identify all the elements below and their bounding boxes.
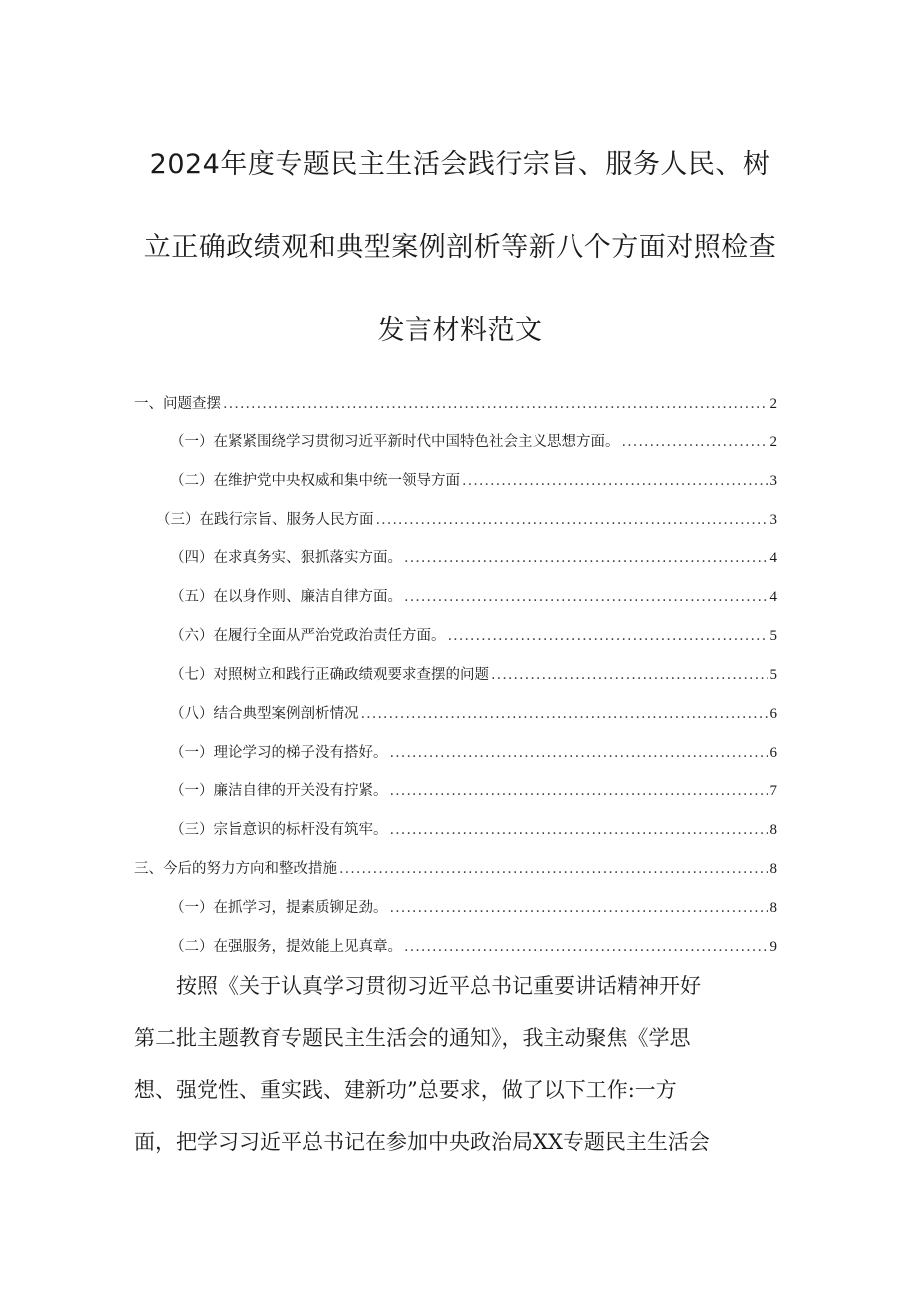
toc-item[interactable] (170, 935, 777, 956)
toc-item-label: （一）理论学习的梯子没有搭好。 (170, 745, 388, 761)
toc-item-page: 6 (769, 745, 777, 761)
toc-item-label: （二）在维护党中央权威和集中统一领导方面 (170, 473, 460, 489)
toc-item[interactable] (170, 430, 777, 451)
toc-item-label: （三）宗旨意识的标杆没有筑牢。 (170, 822, 388, 838)
document-title-line-1: 2024年度专题民主生活会践行宗旨、服务人民、树 (149, 149, 771, 180)
body-line: 面，把学习习近平总书记在参加中央政治局XX专题民主生活会 (134, 1130, 710, 1154)
toc-leader-dots (448, 628, 768, 644)
body-line: 按照《关于认真学习贯彻习近平总书记重要讲话精神开好 (176, 974, 701, 998)
toc-item-page: 8 (769, 900, 777, 916)
toc-item-page: 6 (769, 706, 777, 722)
toc-leader-dots (491, 667, 768, 683)
toc-leader-dots (339, 861, 768, 877)
toc-leader-dots (404, 939, 768, 955)
toc-item[interactable] (170, 818, 777, 839)
toc-item-label: （八）结合典型案例剖析情况 (170, 706, 359, 722)
toc-leader-dots (390, 822, 768, 838)
toc-item-page: 2 (769, 396, 777, 412)
toc-leader-dots (622, 434, 768, 450)
toc-item-page: 7 (769, 783, 777, 799)
toc-item-page: 5 (769, 667, 777, 683)
toc-item-label: （三）在践行宗旨、服务人民方面 (156, 512, 374, 528)
toc-item-label: （一）在紧紧围绕学习贯彻习近平新时代中国特色社会主义思想方面。 (170, 434, 620, 450)
toc-item-label: （二）在强服务，提效能上见真章。 (170, 939, 402, 955)
body-line: 想、强党性、重实践、建新功”总要求，做了以下工作:一方 (134, 1078, 677, 1102)
toc-leader-dots (390, 900, 768, 916)
toc-item-page: 4 (769, 550, 777, 566)
toc-item-label: （一）在抓学习，提素质铆足劲。 (170, 900, 388, 916)
toc-item[interactable] (170, 779, 777, 800)
toc-item[interactable] (170, 896, 777, 917)
document-title-line-2: 立正确政绩观和典型案例剖析等新八个方面对照检查 (143, 232, 777, 263)
toc-item[interactable] (170, 663, 777, 684)
toc-item[interactable] (170, 546, 777, 567)
toc-item[interactable] (170, 741, 777, 762)
toc-item[interactable] (170, 624, 777, 645)
toc-item-page: 8 (769, 822, 777, 838)
toc-item-label: （七）对照树立和践行正确政绩观要求查摆的问题 (170, 667, 489, 683)
toc-item[interactable] (170, 585, 777, 606)
toc-item[interactable] (134, 392, 777, 413)
toc-leader-dots (390, 745, 768, 761)
toc-item-label: 三、今后的努力方向和整改措施 (134, 861, 337, 877)
toc-leader-dots (223, 396, 768, 412)
document-title-line-3: 发言材料范文 (377, 315, 543, 346)
toc-leader-dots (462, 473, 768, 489)
toc-item[interactable] (134, 857, 777, 878)
body-line: 第二批主题教育专题民主生活会的通知》，我主动聚焦《学思 (134, 1026, 691, 1050)
toc-item-label: （六）在履行全面从严治党政治责任方面。 (170, 628, 446, 644)
toc-leader-dots (404, 550, 768, 566)
toc-item-page: 4 (769, 589, 777, 605)
toc-leader-dots (390, 783, 768, 799)
toc-item-page: 5 (769, 628, 777, 644)
toc-item-label: （一）廉洁自律的开关没有拧紧。 (170, 783, 388, 799)
toc-item[interactable] (170, 469, 777, 490)
toc-leader-dots (404, 589, 768, 605)
toc-item[interactable] (156, 508, 777, 529)
toc-item-label: （五）在以身作则、廉洁自律方面。 (170, 589, 402, 605)
toc-item-label: （四）在求真务实、狠抓落实方面。 (170, 550, 402, 566)
toc-item-page: 3 (769, 473, 777, 489)
toc-item-page: 3 (769, 512, 777, 528)
toc-leader-dots (361, 706, 768, 722)
toc-item-page: 2 (769, 434, 777, 450)
toc-item-label: 一、问题查摆 (134, 396, 221, 412)
toc-leader-dots (376, 512, 768, 528)
toc-item-page: 9 (769, 939, 777, 955)
toc-item-page: 8 (769, 861, 777, 877)
toc-item[interactable] (170, 702, 777, 723)
